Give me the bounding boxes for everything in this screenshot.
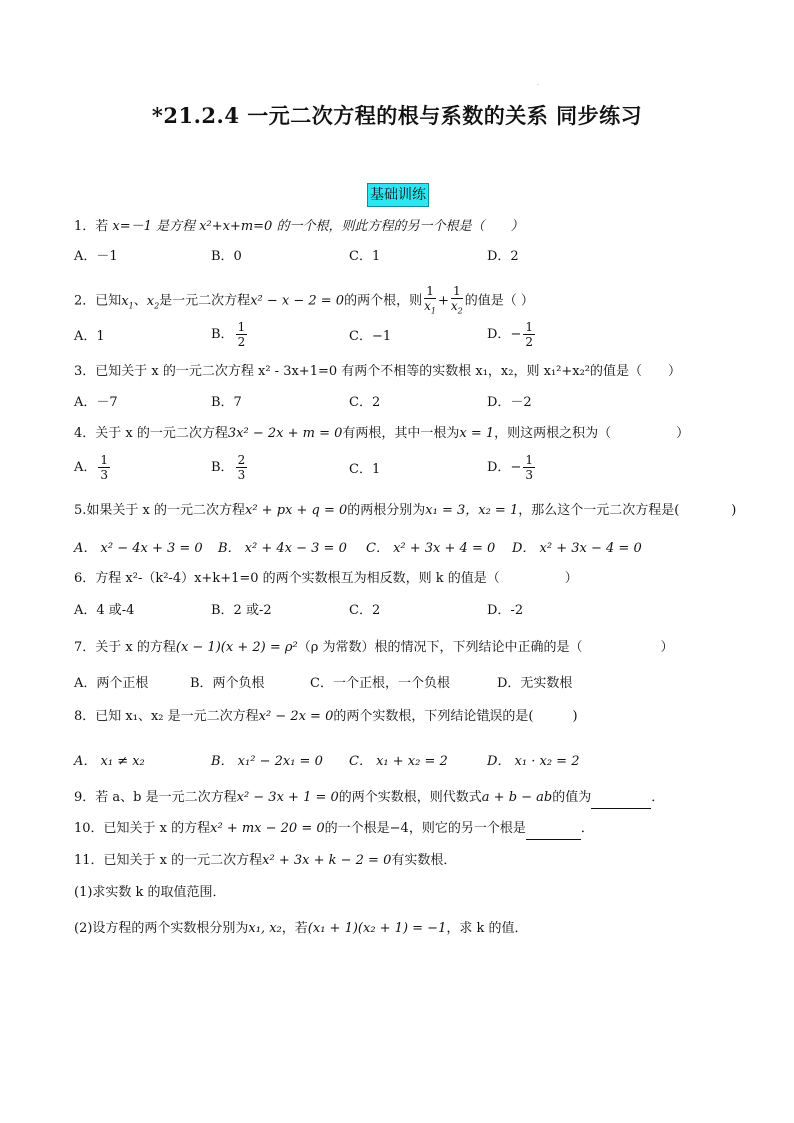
q4-pre: 4．关于 x 的一元二次方程: [74, 426, 228, 441]
question-6: 6．方程 x²-（k²-4）x+k+1=0 的两个实数根互为相反数，则 k 的值是（ ）: [74, 571, 578, 586]
section-badge: 基础训练: [367, 183, 429, 207]
q8-pre: 8．已知 x₁、x₂ 是一元二次方程: [74, 709, 259, 724]
q2-x2: $x_2$: [146, 293, 160, 311]
q9-pre: 9．若 a、b 是一元二次方程: [74, 790, 237, 805]
q8-post: 的是( ): [502, 709, 578, 724]
q1-option-a: A．－1: [74, 249, 118, 264]
question-7: [74, 637, 673, 659]
q8-option-a: A． x₁ ≠ x₂: [74, 754, 145, 769]
q5-option-a: A． x² − 4x + 3 = 0: [74, 541, 203, 556]
q2-mid: 是一元二次方程: [159, 293, 251, 309]
q2-equation: x² − x − 2 = 0: [250, 293, 345, 309]
q11-part2-roots: x₁, x₂: [248, 921, 282, 936]
q6-option-b: B．2 或-2: [211, 603, 272, 618]
q1-option-d: D．2: [487, 249, 519, 264]
page-title: *21.2.4 一元二次方程的根与系数的关系 同步练习: [151, 103, 643, 128]
q8-equation: x² − 2x = 0: [258, 709, 334, 724]
q2-option-c: C．−1: [349, 329, 392, 344]
q2-mid3: 的两个根，则: [344, 293, 423, 309]
q2-post: 的值是（ ）: [464, 293, 534, 309]
q5-option-b: B． x² + 4x − 3 = 0: [218, 541, 347, 556]
q6-option-c: C．2: [349, 603, 381, 618]
q4-option-a: A． $\frac{1}{3}$: [74, 453, 109, 482]
q6-option-d: D．-2: [487, 603, 524, 618]
question-1: [74, 216, 523, 238]
q3-option-d: D．－2: [487, 395, 532, 410]
q11-pre: 11．已知关于 x 的一元二次方程: [74, 853, 263, 868]
q5-option-c: C． x² + 3x + 4 = 0: [366, 541, 496, 556]
q10-equation: x² + mx − 20 = 0: [210, 821, 325, 836]
q10-root: −4: [389, 821, 409, 836]
q6-option-a: A．4 或-4: [74, 603, 135, 618]
q5-equation: x² + px + q = 0: [245, 503, 348, 518]
q10-answer-blank[interactable]: [526, 839, 581, 840]
q11-equation: x² + 3x + k − 2 = 0: [262, 853, 392, 868]
q8-emphasis: 错误: [476, 709, 503, 724]
q5-pre: 5.如果关于 x 的一元二次方程: [74, 503, 245, 518]
q1-option-b: B．0: [211, 249, 242, 264]
q5-roots: x₁ = 3，x₂ = 1: [425, 503, 519, 518]
q10-post: ，则它的另一个根是: [408, 821, 526, 836]
q8-option-c: C． x₁ + x₂ = 2: [349, 754, 448, 769]
q10-mid: 的一个根是: [324, 821, 390, 836]
q3-option-c: C．2: [349, 395, 381, 410]
question-9: 9．若 a、b 是一元二次方程x² − 3x + 1 = 0的两个实数根，则代数式a + b − ab的值为 ．: [74, 787, 664, 809]
question-4: [74, 423, 689, 445]
q11-part-2: [74, 918, 528, 940]
q8-mid: 的两个实数根，下列结论: [333, 709, 477, 724]
q7-option-c: C．一个正根，一个负根: [310, 676, 450, 691]
q5-option-d: D． x² + 3x − 4 = 0: [512, 541, 642, 556]
q11-post: 有实数根．: [391, 853, 457, 868]
q11-part2-equation: (x₁ + 1)(x₂ + 1) = −1: [307, 921, 447, 936]
q9-mid: 的两个实数根，则代数式: [338, 790, 482, 805]
q4-root: x = 1: [459, 426, 495, 441]
q7-option-b: B．两个负根: [190, 676, 265, 691]
q7-pre: 7．关于 x 的方程: [74, 640, 176, 655]
q2-sep: 、: [133, 293, 147, 309]
q10-pre: 10．已知关于 x 的方程: [74, 821, 211, 836]
q4-option-b: B． $\frac{2}{3}$: [211, 453, 246, 482]
question-11: [74, 850, 456, 872]
q5-mid: 的两根分别为: [347, 503, 426, 518]
q4-post: ，则这两根之积为（ ）: [494, 426, 690, 441]
q4-option-c: C．1: [349, 462, 381, 477]
q2-option-b: B． $\frac{1}{2}$: [211, 320, 246, 349]
page-dot: ·: [537, 82, 539, 89]
q2-option-d: D．− $\frac{1}{2}$: [487, 320, 533, 349]
q1-number: 1．若: [74, 219, 113, 234]
q2-pre: 2．已知: [74, 293, 122, 309]
q2-frac-2: $\frac{1}{x_2}$: [450, 284, 463, 316]
q2-x1: $x_1$: [121, 293, 134, 311]
q1-text: x=－1 是方程 x²+x+m=0 的一个根，则此方程的另一个根是（ ）: [112, 219, 524, 234]
q4-mid: 有两根，其中一根为: [342, 426, 460, 441]
question-5: [74, 500, 736, 522]
q11-part2-mid: ，若: [281, 921, 308, 936]
q7-option-d: D．无实数根: [497, 676, 573, 691]
q2-option-a: A．1: [74, 329, 105, 344]
q9-post: 的值为: [552, 790, 592, 805]
q3-option-b: B．7: [211, 395, 242, 410]
q9-expression: a + b − ab: [481, 790, 553, 805]
q5-post: ，那么这个一元二次方程是( ): [518, 503, 737, 518]
q1-option-c: C．1: [349, 249, 381, 264]
q11-part2-pre: (2)设方程的两个实数根分别为: [74, 921, 249, 936]
q4-equation: 3x² − 2x + m = 0: [227, 426, 343, 441]
question-8: [74, 706, 578, 728]
q7-post: （ρ 为常数）根的情况下，下列结论中正确的是（ ）: [297, 640, 674, 655]
question-2: 2．已知$x_1$、$x_2$是一元二次方程x² − x − 2 = 0的两个根，则 $\frac{1}{x_1}$ + $\frac{1}{x_2}$ 的值是（ ）: [74, 284, 534, 321]
q7-option-a: A．两个正根: [74, 676, 149, 691]
q7-equation: (x − 1)(x + 2) = ρ²: [175, 640, 298, 655]
q8-option-d: D． x₁ · x₂ = 2: [487, 754, 580, 769]
q3-option-a: A．－7: [74, 395, 118, 410]
q11-part-1: (1)求实数 k 的取值范围．: [74, 885, 226, 900]
q8-option-b: B． x₁² − 2x₁ = 0: [211, 754, 323, 769]
question-3: 3．已知关于 x 的一元二次方程 x² - 3x+1=0 有两个不相等的实数根 x₁，x₂，则 x₁²+x₂²的值是（ ）: [74, 364, 682, 379]
question-10: 10．已知关于 x 的方程x² + mx − 20 = 0的一个根是−4，则它的另一个根是 ．: [74, 818, 594, 840]
q11-part2-post: ，求 k 的值．: [446, 921, 528, 936]
q4-option-d: D．− $\frac{1}{3}$: [487, 453, 533, 482]
q9-answer-blank[interactable]: [591, 808, 651, 809]
q9-equation: x² − 3x + 1 = 0: [236, 790, 339, 805]
q2-frac-1: $\frac{1}{x_1}$: [424, 284, 436, 316]
